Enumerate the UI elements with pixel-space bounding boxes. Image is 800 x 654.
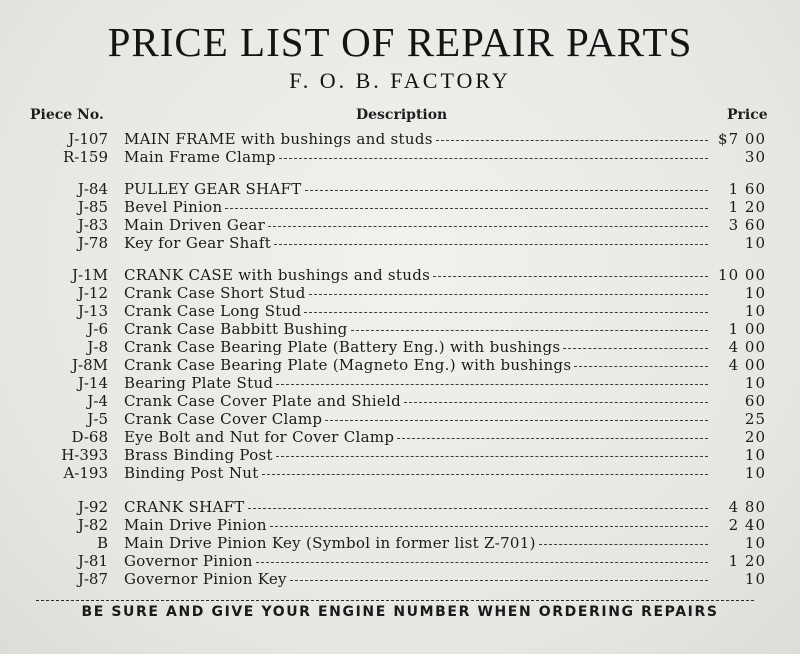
list-item — [0, 534, 800, 552]
dotted-leader — [563, 348, 708, 349]
part-description: Main Drive Pinion Key (Symbol in former list Z-701) — [124, 534, 536, 552]
part-price: 4 80 — [728, 498, 766, 516]
part-description: Crank Case Bearing Plate (Magneto Eng.) with bushings — [124, 356, 572, 374]
header-description: Description — [356, 107, 448, 123]
part-description: MAIN FRAME with bushings and studs — [124, 130, 433, 148]
piece-number: J-78 — [77, 234, 108, 252]
part-description: Eye Bolt and Nut for Cover Clamp — [124, 428, 395, 446]
dotted-leader — [574, 366, 708, 367]
dotted-leader — [404, 402, 708, 403]
dotted-leader — [397, 438, 708, 439]
part-price: $7 00 — [718, 130, 766, 148]
part-price: 10 — [744, 464, 766, 482]
part-description: Main Frame Clamp — [124, 148, 276, 166]
part-description: Key for Gear Shaft — [124, 234, 272, 252]
dotted-leader — [539, 544, 708, 545]
description-cell — [124, 148, 708, 166]
part-price: 60 — [744, 392, 766, 410]
part-price: 10 00 — [718, 266, 766, 284]
part-description: Crank Case Long Stud — [124, 302, 302, 320]
piece-number: B — [96, 534, 108, 552]
part-price: 2 40 — [728, 516, 766, 534]
part-description: Bearing Plate Stud — [124, 374, 274, 392]
piece-number: D-68 — [71, 428, 108, 446]
footer-notice: BE SURE AND GIVE YOUR ENGINE NUMBER WHEN ORDERING REPAIRS — [81, 604, 719, 620]
description-cell — [124, 356, 708, 374]
piece-number: J-92 — [77, 498, 108, 516]
part-price: 10 — [744, 284, 766, 302]
list-item — [0, 464, 800, 482]
list-item — [0, 234, 800, 252]
list-item — [0, 148, 800, 166]
part-price: 3 60 — [728, 216, 766, 234]
header-price: Price — [727, 107, 768, 123]
dotted-leader — [225, 208, 708, 209]
piece-number: J-1M — [72, 266, 108, 284]
list-item — [0, 392, 800, 410]
description-cell — [124, 392, 708, 410]
piece-number: J-14 — [77, 374, 108, 392]
list-item — [0, 356, 800, 374]
piece-number: J-5 — [87, 410, 108, 428]
part-description: Main Drive Pinion — [124, 516, 267, 534]
part-price: 1 00 — [728, 320, 766, 338]
page-subtitle: F. O. B. FACTORY — [289, 68, 511, 93]
part-description: Binding Post Nut — [124, 464, 259, 482]
part-price: 4 00 — [728, 356, 766, 374]
part-price: 30 — [744, 148, 766, 166]
part-price: 20 — [744, 428, 766, 446]
dotted-leader — [268, 226, 708, 227]
piece-number: H-393 — [61, 446, 108, 464]
description-cell — [124, 266, 708, 284]
page-title: PRICE LIST OF REPAIR PARTS — [107, 19, 693, 65]
piece-number: J-12 — [77, 284, 108, 302]
part-description: Governor Pinion Key — [124, 570, 287, 588]
piece-number: A-193 — [63, 464, 108, 482]
piece-number: J-84 — [77, 180, 108, 198]
list-item — [0, 130, 800, 148]
dotted-leader — [256, 562, 708, 563]
dotted-leader — [309, 294, 708, 295]
part-price: 25 — [744, 410, 766, 428]
description-cell — [124, 338, 708, 356]
part-description: Brass Binding Post — [124, 446, 273, 464]
description-cell — [124, 498, 708, 516]
part-price: 10 — [744, 302, 766, 320]
description-cell — [124, 446, 708, 464]
description-cell — [124, 198, 708, 216]
description-cell — [124, 234, 708, 252]
piece-number: J-8M — [72, 356, 108, 374]
footer-divider — [36, 600, 754, 601]
description-cell — [124, 216, 708, 234]
description-cell — [124, 130, 708, 148]
list-item — [0, 516, 800, 534]
description-cell — [124, 180, 708, 198]
part-price: 10 — [744, 534, 766, 552]
part-description: Main Driven Gear — [124, 216, 266, 234]
part-price: 1 20 — [728, 198, 766, 216]
list-item — [0, 498, 800, 516]
part-description: CRANK CASE with bushings and studs — [124, 266, 431, 284]
dotted-leader — [270, 526, 708, 527]
description-cell — [124, 534, 708, 552]
part-description: Bevel Pinion — [124, 198, 223, 216]
dotted-leader — [262, 474, 708, 475]
part-price: 10 — [744, 234, 766, 252]
dotted-leader — [276, 456, 708, 457]
dotted-leader — [279, 158, 708, 159]
description-cell — [124, 464, 708, 482]
piece-number: J-13 — [77, 302, 108, 320]
part-description: Crank Case Cover Plate and Shield — [124, 392, 402, 410]
dotted-leader — [325, 420, 708, 421]
piece-number: J-87 — [77, 570, 108, 588]
description-cell — [124, 374, 708, 392]
header-piece-no: Piece No. — [30, 107, 104, 123]
dotted-leader — [433, 276, 708, 277]
description-cell — [124, 570, 708, 588]
part-description: Crank Case Cover Clamp — [124, 410, 323, 428]
piece-number: J-8 — [87, 338, 108, 356]
list-item — [0, 410, 800, 428]
piece-number: J-4 — [87, 392, 108, 410]
piece-number: J-82 — [77, 516, 108, 534]
part-price: 1 20 — [728, 552, 766, 570]
part-price: 1 60 — [728, 180, 766, 198]
list-item — [0, 446, 800, 464]
description-cell — [124, 410, 708, 428]
list-item — [0, 198, 800, 216]
part-price: 10 — [744, 374, 766, 392]
dotted-leader — [305, 190, 708, 191]
list-item — [0, 216, 800, 234]
part-description: Crank Case Babbitt Bushing — [124, 320, 348, 338]
description-cell — [124, 516, 708, 534]
part-price: 10 — [744, 446, 766, 464]
dotted-leader — [290, 580, 708, 581]
dotted-leader — [351, 330, 708, 331]
dotted-leader — [274, 244, 708, 245]
piece-number: R-159 — [63, 148, 108, 166]
list-item — [0, 570, 800, 588]
part-description: PULLEY GEAR SHAFT — [124, 180, 302, 198]
piece-number: J-107 — [68, 130, 108, 148]
part-description: Crank Case Short Stud — [124, 284, 306, 302]
list-item — [0, 320, 800, 338]
part-description: CRANK SHAFT — [124, 498, 245, 516]
description-cell — [124, 284, 708, 302]
dotted-leader — [436, 140, 708, 141]
dotted-leader — [276, 384, 708, 385]
part-price: 4 00 — [728, 338, 766, 356]
list-item — [0, 284, 800, 302]
list-item — [0, 428, 800, 446]
list-item — [0, 266, 800, 284]
list-item — [0, 180, 800, 198]
piece-number: J-81 — [77, 552, 108, 570]
list-item — [0, 338, 800, 356]
piece-number: J-6 — [87, 320, 108, 338]
part-description: Crank Case Bearing Plate (Battery Eng.) with bushings — [124, 338, 561, 356]
list-item — [0, 302, 800, 320]
list-item — [0, 552, 800, 570]
description-cell — [124, 302, 708, 320]
dotted-leader — [248, 508, 708, 509]
dotted-leader — [304, 312, 708, 313]
description-cell — [124, 428, 708, 446]
description-cell — [124, 320, 708, 338]
list-item — [0, 374, 800, 392]
description-cell — [124, 552, 708, 570]
part-description: Governor Pinion — [124, 552, 253, 570]
piece-number: J-83 — [77, 216, 108, 234]
part-price: 10 — [744, 570, 766, 588]
piece-number: J-85 — [77, 198, 108, 216]
